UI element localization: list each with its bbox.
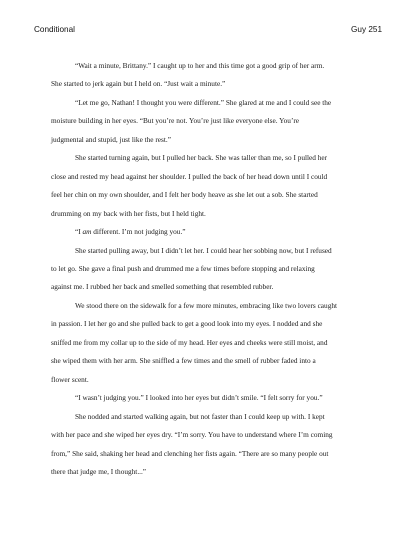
body-text [51,57,376,481]
text-line [51,223,376,241]
text-line: She started turning again, but I pulled her back. She was taller than me, so I pulled her [75,153,328,163]
emphasis-text: am [82,227,92,237]
text-line: with her pace and she wiped her eyes dry. “I’m sorry. You have to understand where I’m coming [51,430,333,440]
text-line: She started to jerk again but I held on. “Just wait a minute.” [51,79,226,89]
text-line: She started pulling away, but I didn’t let her. I could hear her sobbing now, but I refused [75,245,332,255]
paragraph [51,57,376,94]
text-line: moisture building in her eyes. “But you’re not. You’re just like everyone else. You’re [51,116,300,126]
text-line: “Let me go, Nathan! I thought you were different.” She glared at me and I could see the [75,97,332,107]
page-header [34,25,382,37]
text-line: “I wasn’t judging you.” I looked into her eyes but didn’t smile. “I felt sorry for you.” [75,393,323,403]
paragraph [51,149,376,223]
paragraph [51,389,376,407]
text-line: feel her chin on my own shoulder, and I felt her body heave as she let out a sob. She started [51,190,318,200]
text-line: from,” She said, shaking her head and clenching her fists again. “There are so many people out [51,448,329,458]
text-line: drumming on my back with her fists, but I held tight. [51,208,206,218]
text-run: different. I’m not judging you.” [91,227,186,237]
text-line: We stood there on the sidewalk for a few more minutes, embracing like two lovers caught [75,300,338,310]
text-run: “I [75,227,83,237]
paragraph [51,297,376,389]
text-line: in passion. I let her go and she pulled back to get a good look into my eyes. I nodded and she [51,319,323,329]
header-page-number: Guy 251 [351,25,382,34]
text-line: judgmental and stupid, just like the rest.” [51,134,171,144]
text-line: against me. I rubbed her back and smelled something that resembled rubber. [51,282,274,292]
text-line: She nodded and started walking again, but not faster than I could keep up with. I kept [75,411,325,421]
paragraph [51,223,376,241]
header-title: Conditional [34,25,75,34]
paragraph [51,242,376,297]
text-line: there that judge me, I thought...” [51,466,147,476]
text-line: she wiped them with her arm. She sniffled a few times and the smell of rubber faded into a [51,356,316,366]
text-line: close and rested my head against her shoulder. I pulled the back of her head down until I could [51,171,328,181]
text-line: sniffed me from my collar up to the side of my head. Her eyes and cheeks were still moist, and [51,337,328,347]
paragraph [51,408,376,482]
paragraph [51,94,376,149]
text-line: flower scent. [51,374,89,384]
text-line: “Wait a minute, Brittany.” I caught up to her and this time got a good grip of her arm. [75,61,325,70]
text-line: to let go. She gave a final push and drummed me a few times before stopping and relaxing [51,263,315,273]
